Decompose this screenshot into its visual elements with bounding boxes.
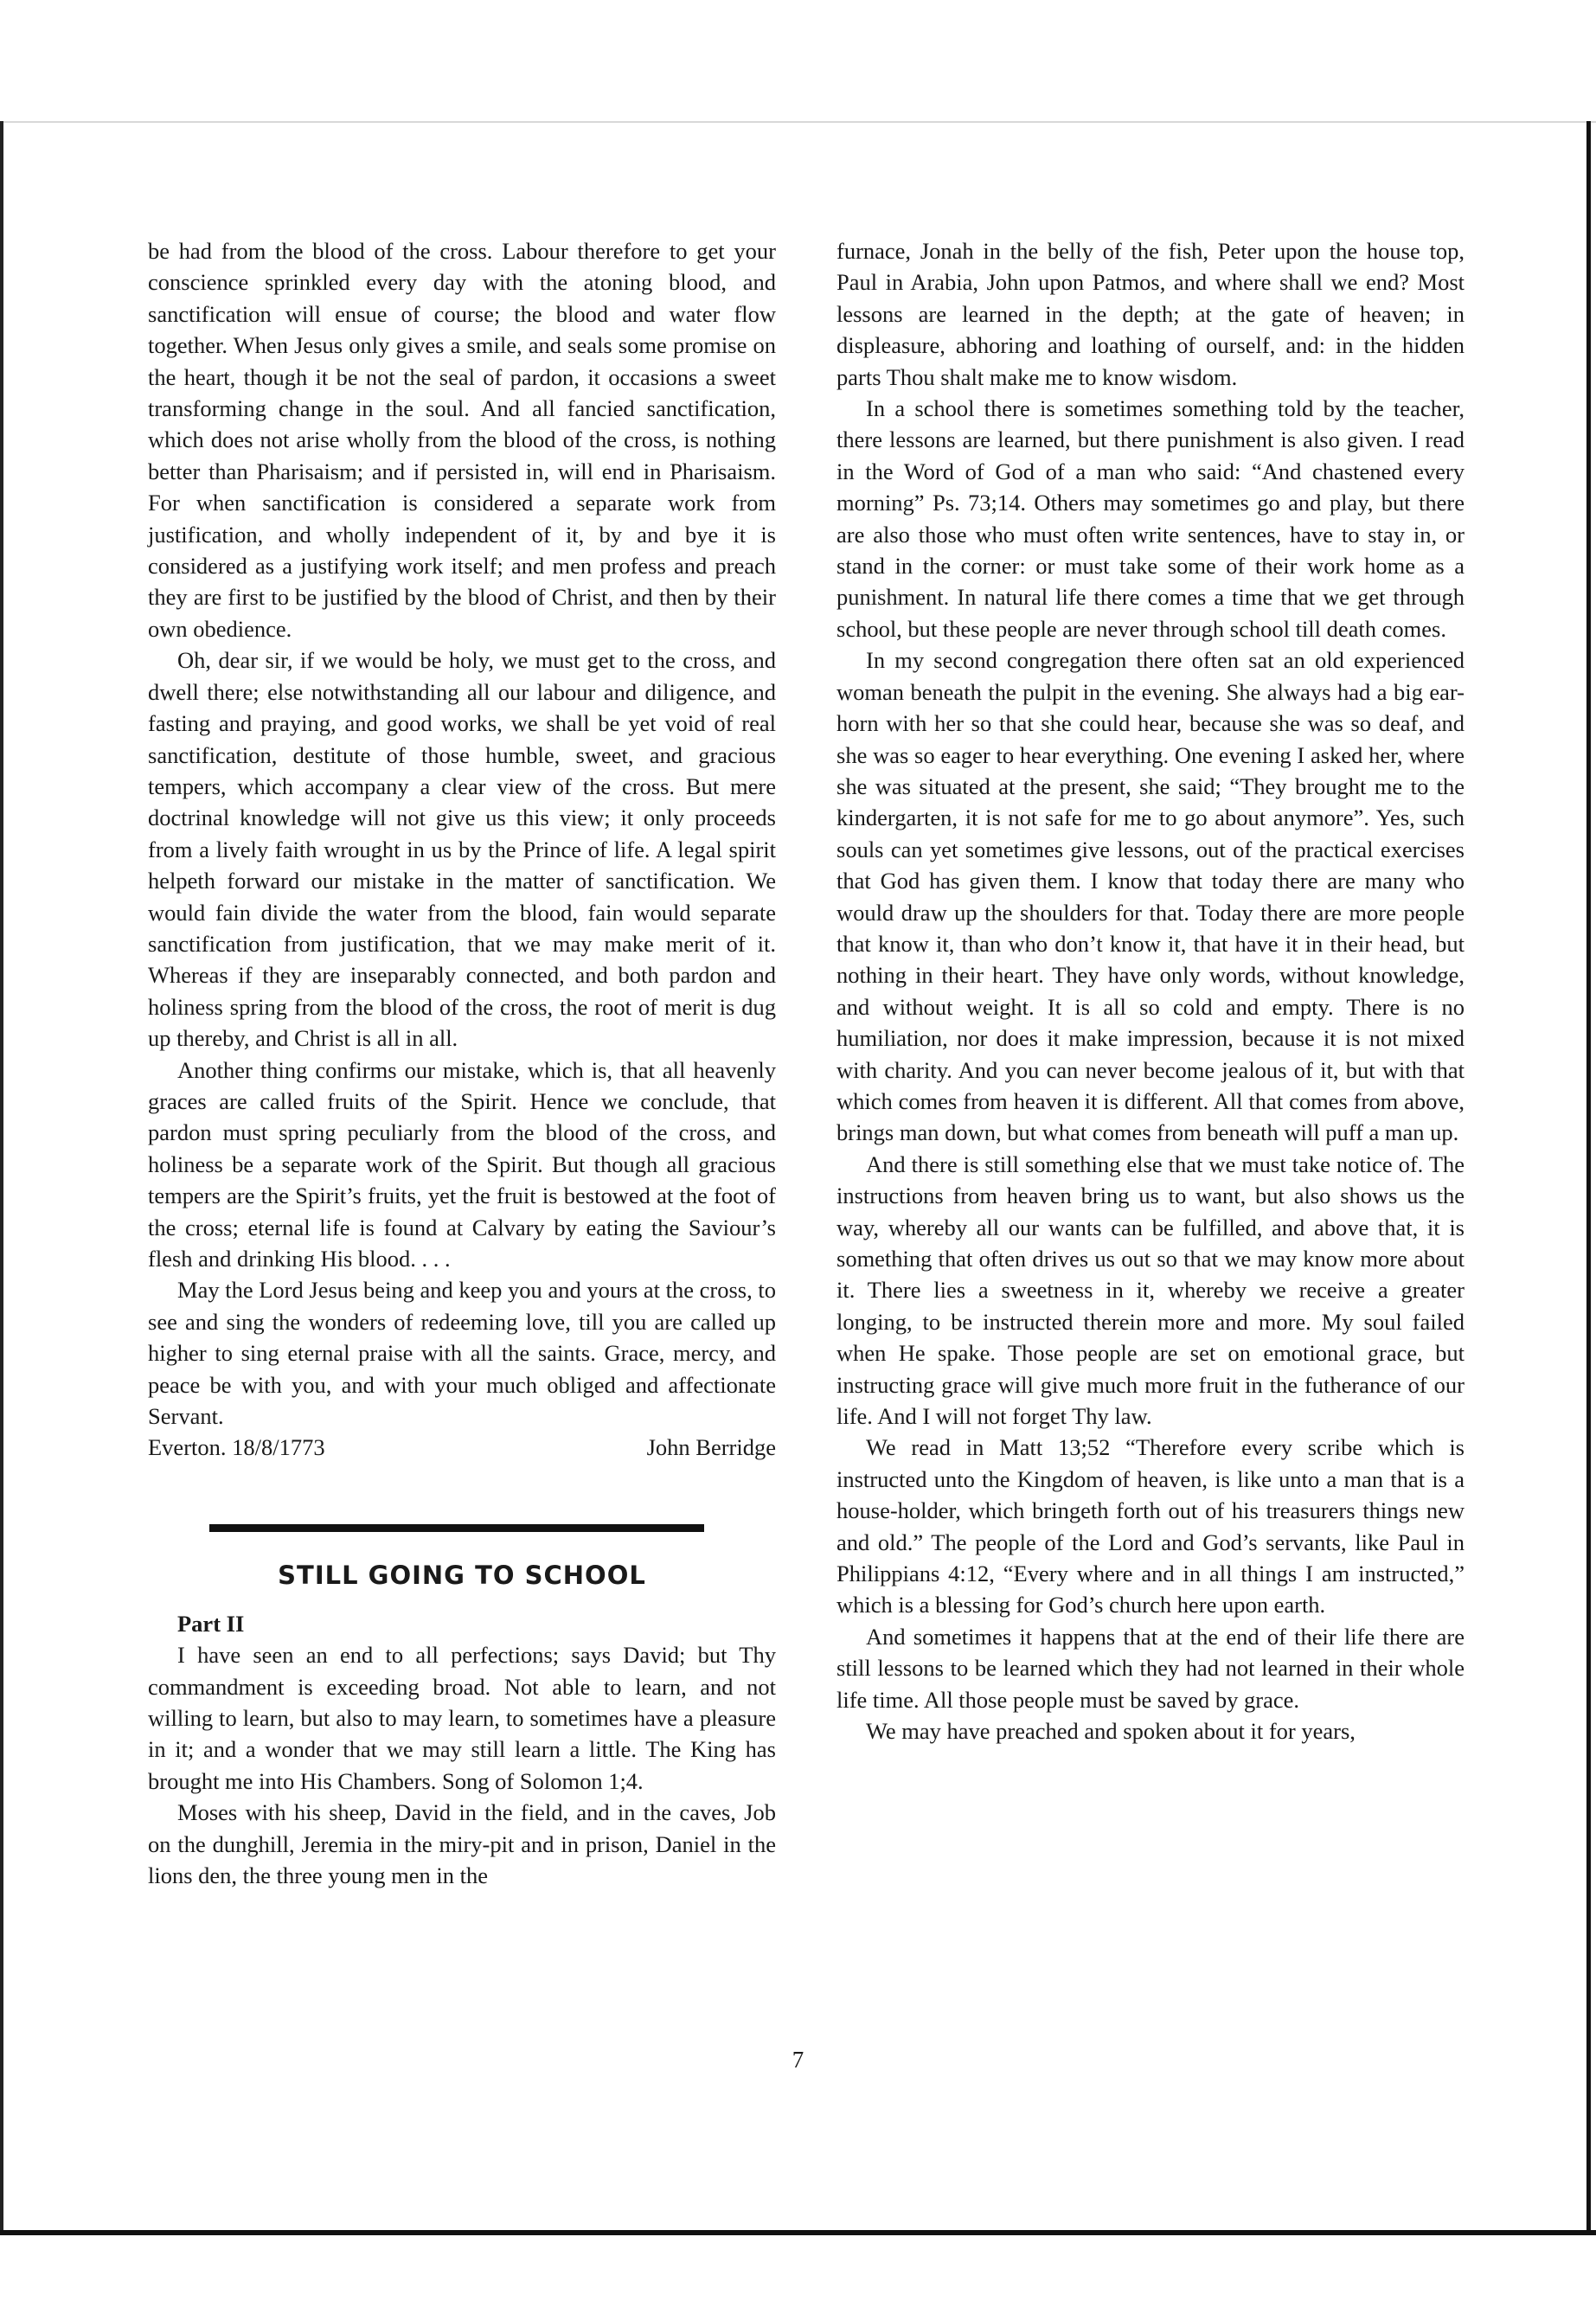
paragraph: In my second congregation there often sat an old experienced woman beneath the pulpit in the evening. She always had a big ear-horn with her so that she could hear, because she was so deaf, and she was so eager to hear everything. One evening I asked her, where she was situated at the present, she said; “They brought me to the kindergarten, it is not safe for me to go about anymore”. Yes, such souls can yet sometimes give lessons, out of the practical exercises that God has given them. I know that today there are many who would draw up the shoulders for that. Today there are more people that know it, than who don’t know it, that have it in their head, but nothing in their heart. They have only words, without knowledge, and without weight. It is all so cold and empty. There is no humiliation, nor does it make impression, because it is not mixed with charity. And you can never become jealous of it, but with that which comes from heaven it is different. All that comes from above, brings man down, but what comes from beneath will puff a man up. xyxy=(836,647,1465,1146)
article-part-label: Part II xyxy=(177,1610,245,1637)
paragraph: furnace, Jonah in the belly of the fish, Peter upon the house top, Paul in Arabia, John upon Patmos, and where shall we end? Most lessons are learned in the depth; at the gate of heaven; in displeasure, abhoring and loathing of ourself, and: in the hidden parts Thou shalt make me to know wisdom. xyxy=(836,238,1465,390)
paragraph: May the Lord Jesus being and keep you and yours at the cross, to see and sing the wonders of redeeming love, till you are called up higher to sing eternal praise with all the saints. Grace, mercy, and peace be with you, and with your much obliged and affectionate Servant. xyxy=(148,1277,776,1430)
paragraph: be had from the blood of the cross. Labour therefore to get your conscience sprinkled every day with the atoning blood, and sanctification will ensue of course; the blood and water flow together. When Jesus only gives a smile, and seals some promise on the heart, though it be not the seal of pardon, it occasions a sweet transforming change in the soul. And all fancied sanctification, which does not arise wholly from the blood of the cross, is nothing better than Pharisaism; and if persisted in, will end in Pharisaism. For when sanctification is considered a separate work from justification, and wholly independent of it, by and bye it is considered as a justifying work itself; and men profess and preach they are first to be justified by the blood of Christ, and then by their own obedience. xyxy=(148,238,776,642)
paragraph: I have seen an end to all perfections; says David; but Thy commandment is exceeding broad. Not able to learn, and not willing to learn, but also to may learn, to sometimes have a pleasure in it; and a wonder that we may still learn a little. The King has brought me into His Chambers. Song of Solomon 1;4. xyxy=(148,1642,776,1794)
paragraph: Moses with his sheep, David in the field, and in the caves, Job on the dunghill, Jeremia in the miry-pit and in prison, Daniel in the lions den, the three young men in the xyxy=(148,1799,776,1889)
section-divider xyxy=(209,1524,704,1532)
signature-author: John Berridge xyxy=(646,1434,776,1461)
paragraph: Another thing confirms our mistake, which is, that all heavenly graces are called fruits of the Spirit. Hence we conclude, that pardon must spring peculiarly from the blood of the cross, and holiness be a separate work of the Spirit. But though all gracious tempers are the Spirit’s fruits, yet the fruit is bestowed at the foot of the cross; eternal life is found at Calvary by eating the Saviour’s flesh and drinking His blood. . . . xyxy=(148,1056,776,1272)
left-column xyxy=(148,235,776,1892)
paragraph: And there is still something else that we must take notice of. The instructions from heaven bring us to want, but also shows us the way, whereby all our wants can be fulfilled, and above that, it is something that often drives us out so that we may know more about it. There lies a sweetness in it, whereby we receive a greater longing, to be instructed therein more and more. My soul failed when He spake. Those people are set on emotional grace, but instructing grace will give much more fruit in the futherance of our life. And I will not forget Thy law. xyxy=(836,1150,1465,1430)
paragraph: Oh, dear sir, if we would be holy, we must get to the cross, and dwell there; else notwithstanding all our labour and diligence, and fasting and praying, and good works, we shall be yet void of real sanctification, destitute of those humble, sweet, and gracious tempers, which accompany a clear view of the cross. But mere doctrinal knowledge will not give us this view; it only proceeds from a lively faith wrought in us by the Prince of life. A legal spirit helpeth forward our mistake in the matter of sanctification. We would fain divide the water from the blood, fain would separate sanctification from justification, that we may make merit of it. Whereas if they are inseparably connected, and both pardon and holiness spring from the blood of the cross, the root of merit is dug up thereby, and Christ is all in all. xyxy=(148,647,776,1052)
article-title: STILL GOING TO SCHOOL xyxy=(278,1560,646,1590)
page-edge-right xyxy=(1586,121,1591,2232)
right-column xyxy=(836,235,1465,1747)
scan-margin-top xyxy=(0,0,1596,123)
page-edge-bottom xyxy=(0,2230,1596,2235)
paragraph: We may have preached and spoken about it for years, xyxy=(866,1718,1356,1745)
paragraph: In a school there is sometimes something told by the teacher, there lessons are learned, but there punishment is also given. I read in the Word of God of a man who said: “And chastened every morning” Ps. 73;14. Others may sometimes go and play, but there are also those who must often write sentences, have to stay in, or stand in the corner: or must take some of their work home as a punishment. In natural life there comes a time that we get through school, but these people are never through school till death comes. xyxy=(836,395,1465,642)
page-number: 7 xyxy=(792,2047,804,2073)
page-edge-left xyxy=(0,121,3,2232)
paragraph: And sometimes it happens that at the end of their life there are still lessons to be learned which they had not learned in their whole life time. All those people must be saved by grace. xyxy=(836,1623,1465,1713)
letter-signature xyxy=(148,1432,776,1463)
signature-place-date: Everton. 18/8/1773 xyxy=(148,1434,325,1461)
paragraph: We read in Matt 13;52 “Therefore every scribe which is instructed unto the Kingdom of heaven, is like unto a man that is a house-holder, which bringeth forth out of his treasurers things new and old.” The people of the Lord and God’s servants, like Paul in Philippians 4:12, “Every where and in all things I am instructed,” which is a blessing for God’s church here upon earth. xyxy=(836,1434,1465,1618)
